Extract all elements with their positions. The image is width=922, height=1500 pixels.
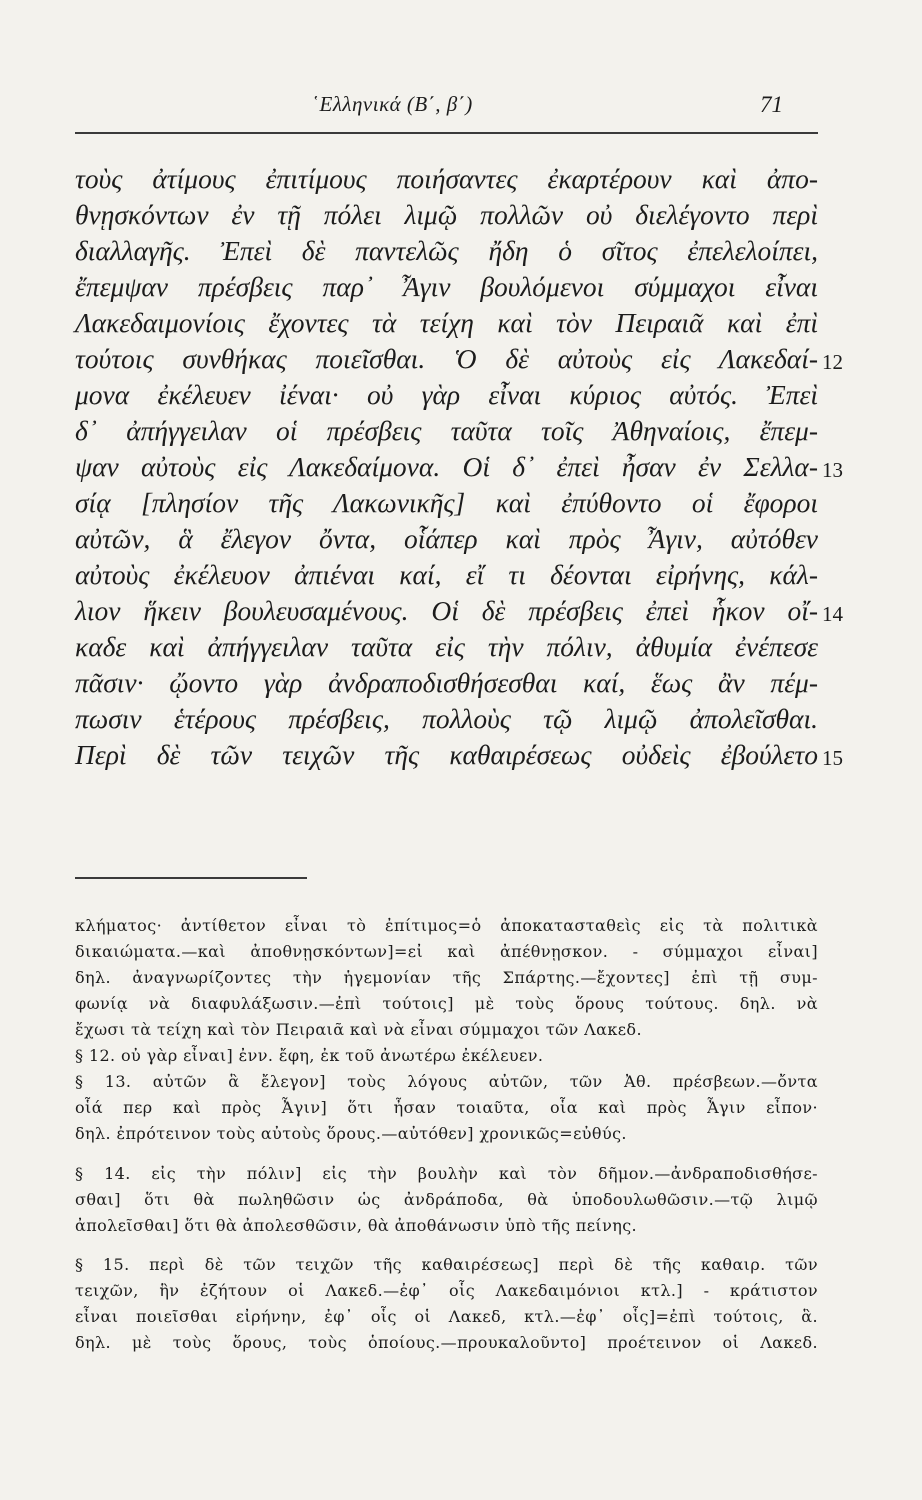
text-line: ἔπεμψαν πρέσβεις παρ᾽ Ἆγιν βουλόμενοι σύμμαχοι εἶναι: [75, 271, 818, 302]
text-line: τοὺς ἀτίμους ἐπιτίμους ποιήσαντες ἐκαρτέρουν καὶ ἀπο-: [75, 163, 818, 194]
note-line: ἔχωσι τὰ τείχη καὶ τὸν Πειραιᾶ καὶ νὰ εἶναι σύμμαχοι τῶν Λακεδ.: [75, 1020, 642, 1039]
text-line: σίᾳ [πλησίον τῆς Λακωνικῆς] καὶ ἐπύθοντο οἱ ἔφοροι: [75, 487, 818, 518]
text-line: αὐτοὺς ἐκέλευον ἀπιέναι καί, εἴ τι δέονται εἰρήνης, κάλ-: [75, 559, 818, 590]
note-line: δηλ. μὲ τοὺς ὅρους, τοὺς ὁποίους.—προυκαλοῦντο] προέτεινον οἱ Λακεδ.: [75, 1333, 818, 1352]
note-line: § 15. περὶ δὲ τῶν τειχῶν τῆς καθαιρέσεως] περὶ δὲ τῆς καθαιρ. τῶν: [75, 1255, 818, 1274]
section-number: 13: [822, 458, 843, 482]
note-line: σθαι] ὅτι θὰ πωληθῶσιν ὡς ἀνδράποδα, θὰ ὑποδουλωθῶσιν.—τῷ λιμῷ: [75, 1190, 818, 1209]
running-title: ῾Ελληνικά (Β΄, β΄): [312, 92, 473, 116]
note-line: εἶναι ποιεῖσθαι εἰρήνην, ἐφ᾽ οἷς οἱ Λακεδ, κτλ.—ἐφ᾽ οἷς]=ἐπὶ τούτοις, ἃ.: [75, 1307, 818, 1326]
text-line: θνῃσκόντων ἐν τῇ πόλει λιμῷ πολλῶν οὐ διελέγοντο περὶ: [75, 199, 818, 230]
note-line: δηλ. ἀναγνωρίζοντες τὴν ἡγεμονίαν τῆς Σπάρτης.—ἔχοντες] ἐπὶ τῇ συμ-: [75, 968, 818, 987]
note-line: κλήματος· ἀντίθετον εἶναι τὸ ἐπίτιμος=ὁ ἀποκατασταθεὶς εἰς τὰ πολιτικὰ: [75, 916, 818, 935]
section-number: 12: [822, 350, 843, 374]
note-line: § 14. εἰς τὴν πόλιν] εἰς τὴν βουλὴν καὶ τὸν δῆμον.—ἀνδραποδισθήσε-: [75, 1164, 818, 1183]
note-line: τειχῶν, ἣν ἐζήτουν οἱ Λακεδ.—ἐφ᾽ οἷς Λακεδαιμόνιοι κτλ.] - κράτιστον: [75, 1281, 818, 1300]
text-line: καδε καὶ ἀπήγγειλαν ταῦτα εἰς τὴν πόλιν, ἀθυμία ἐνέπεσε: [75, 631, 818, 662]
page-number: 71: [760, 92, 783, 117]
text-line: αὐτῶν, ἃ ἔλεγον ὄντα, οἷάπερ καὶ πρὸς Ἆγιν, αὐτόθεν: [75, 523, 818, 554]
note-line: § 13. αὐτῶν ἃ ἔλεγον] τοὺς λόγους αὐτῶν, τῶν Ἀθ. πρέσβεων.—ὄντα: [75, 1072, 818, 1091]
text-line: διαλλαγῆς. Ἐπεὶ δὲ παντελῶς ἤδη ὁ σῖτος ἐπελελοίπει,: [75, 235, 818, 266]
text-line: Λακεδαιμονίοις ἔχοντες τὰ τείχη καὶ τὸν Πειραιᾶ καὶ ἐπὶ: [75, 307, 818, 338]
note-line: φωνίᾳ νὰ διαφυλάξωσιν.—ἐπὶ τούτοις] μὲ τοὺς ὅρους τούτους. δηλ. νὰ: [75, 994, 818, 1013]
note-line: οἷά περ καὶ πρὸς Ἆγιν] ὅτι ἦσαν τοιαῦτα, οἷα καὶ πρὸς Ἆγιν εἶπον·: [75, 1098, 818, 1117]
text-line: τούτοις συνθήκας ποιεῖσθαι. Ὁ δὲ αὐτοὺς εἰς Λακεδαί-: [75, 343, 818, 374]
text-line: ψαν αὐτοὺς εἰς Λακεδαίμονα. Οἱ δ᾽ ἐπεὶ ἦσαν ἐν Σελλα-: [75, 451, 818, 482]
text-line: Περὶ δὲ τῶν τειχῶν τῆς καθαιρέσεως οὐδεὶς ἐβούλετο: [75, 739, 818, 770]
header-rule: [75, 132, 818, 134]
section-number: 14: [822, 602, 843, 626]
text-line: πωσιν ἑτέρους πρέσβεις, πολλοὺς τῷ λιμῷ ἀπολεῖσθαι.: [75, 703, 818, 734]
note-line: δικαιώματα.—καὶ ἀποθνῃσκόντων]=εἰ καὶ ἀπέθνῃσκον. - σύμμαχοι εἶναι]: [75, 942, 818, 961]
note-line: ἀπολεῖσθαι] ὅτι θὰ ἀπολεσθῶσιν, θὰ ἀποθάνωσιν ὑπὸ τῆς πείνης.: [75, 1216, 638, 1235]
text-line: λιον ἥκειν βουλευσαμένους. Οἱ δὲ πρέσβεις ἐπεὶ ἧκον οἴ-: [75, 595, 818, 626]
section-number: 15: [822, 746, 843, 770]
note-line: § 12. οὐ γὰρ εἶναι] ἐνν. ἔφη, ἐκ τοῦ ἀνωτέρω ἐκέλευεν.: [75, 1046, 544, 1065]
text-line: πᾶσιν· ᾤοντο γὰρ ἀνδραποδισθήσεσθαι καί, ἕως ἂν πέμ-: [75, 667, 818, 698]
text-line: δ᾽ ἀπήγγειλαν οἱ πρέσβεις ταῦτα τοῖς Ἀθηναίοις, ἔπεμ-: [75, 415, 818, 446]
text-line: μονα ἐκέλευεν ἰέναι· οὐ γὰρ εἶναι κύριος αὐτός. Ἐπεὶ: [75, 379, 818, 410]
note-line: δηλ. ἐπρότεινον τοὺς αὐτοὺς ὅρους.—αὐτόθεν] χρονικῶς=εὐθύς.: [75, 1124, 627, 1143]
footnote-rule: [75, 877, 307, 879]
